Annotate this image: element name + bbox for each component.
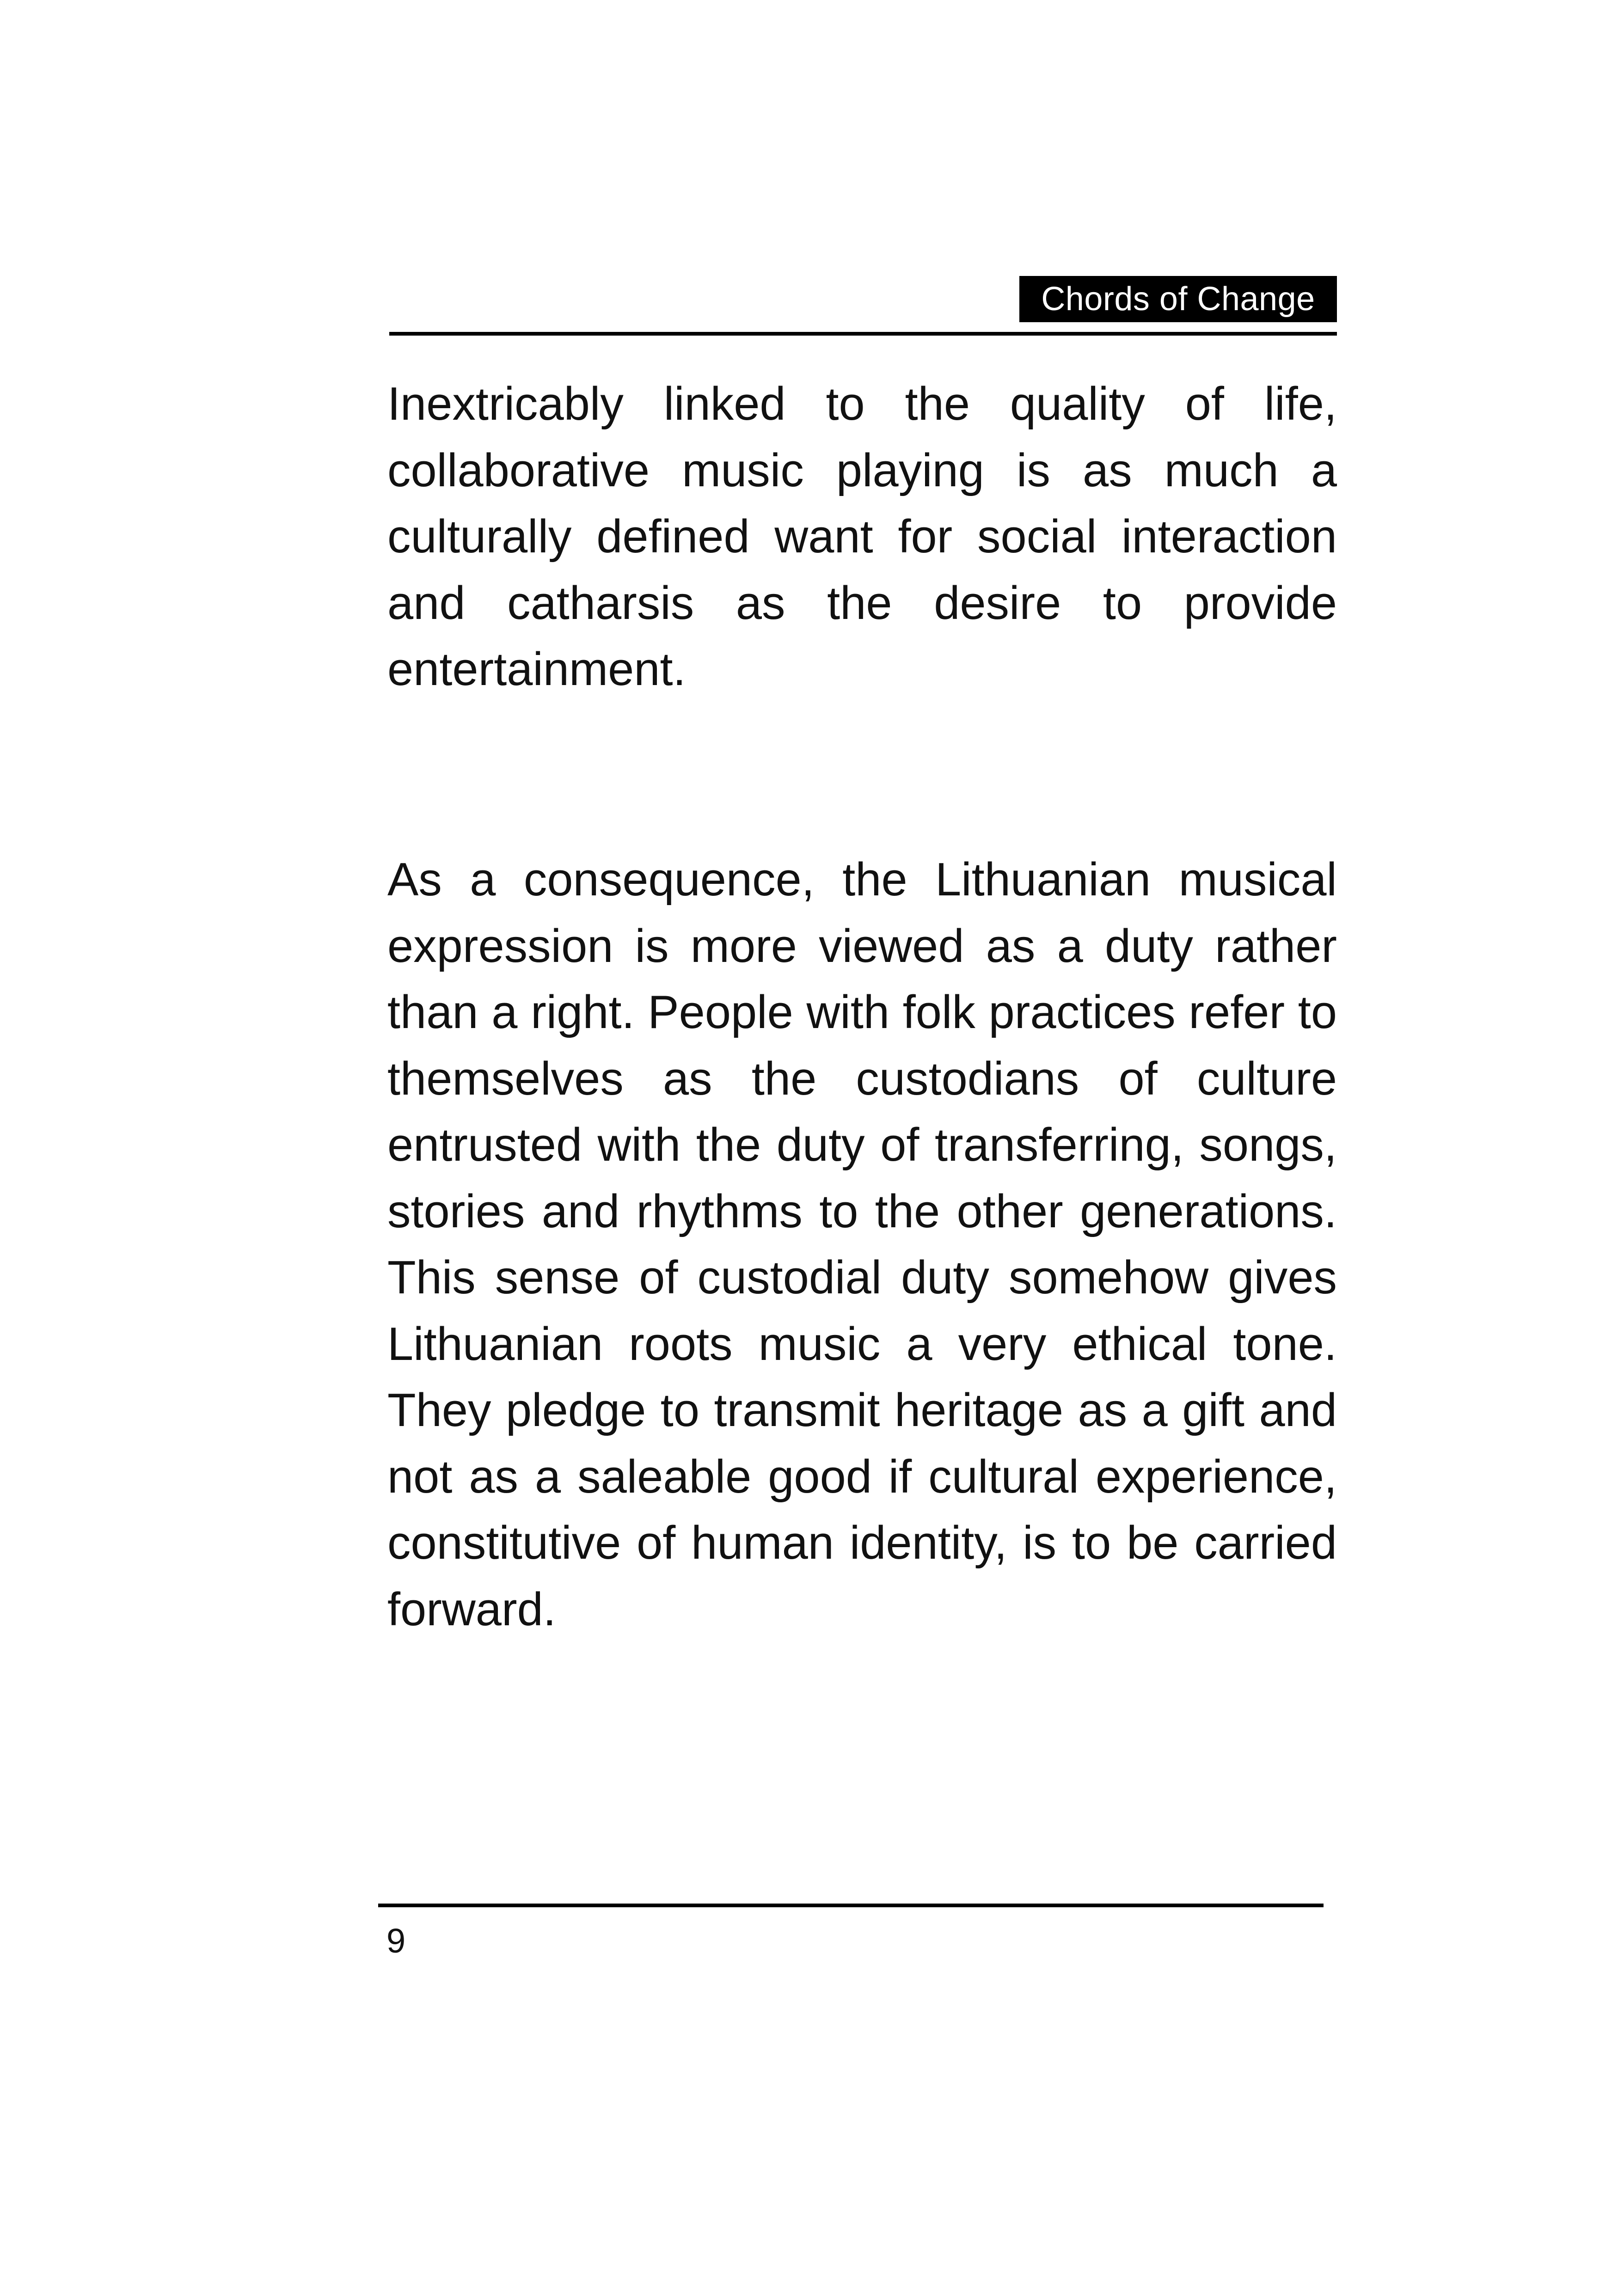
- body-paragraph-2: As a consequence, the Lithuanian musical expression is more viewed as a duty rather than a right. People with folk practices refer to themselves as the custodians of culture entrusted with the duty of transferring, songs, stories and rhythms to the other generations. This sense of custodial duty somehow gives Lithuanian roots music a very ethical tone. They pledge to transmit heritage as a gift and not as a saleable good if cultural experience, constitutive of human identity, is to be carried forward.: [387, 854, 1337, 1635]
- page-number: 9: [386, 1922, 406, 1960]
- footer-divider: [378, 1904, 1324, 1907]
- running-header-title: Chords of Change: [1019, 276, 1337, 322]
- header-divider: [389, 332, 1337, 336]
- body-paragraph-1: Inextricably linked to the quality of life, collaborative music playing is as much a culturally defined want for social interaction and catharsis as the desire to provide entertainment.: [387, 378, 1337, 695]
